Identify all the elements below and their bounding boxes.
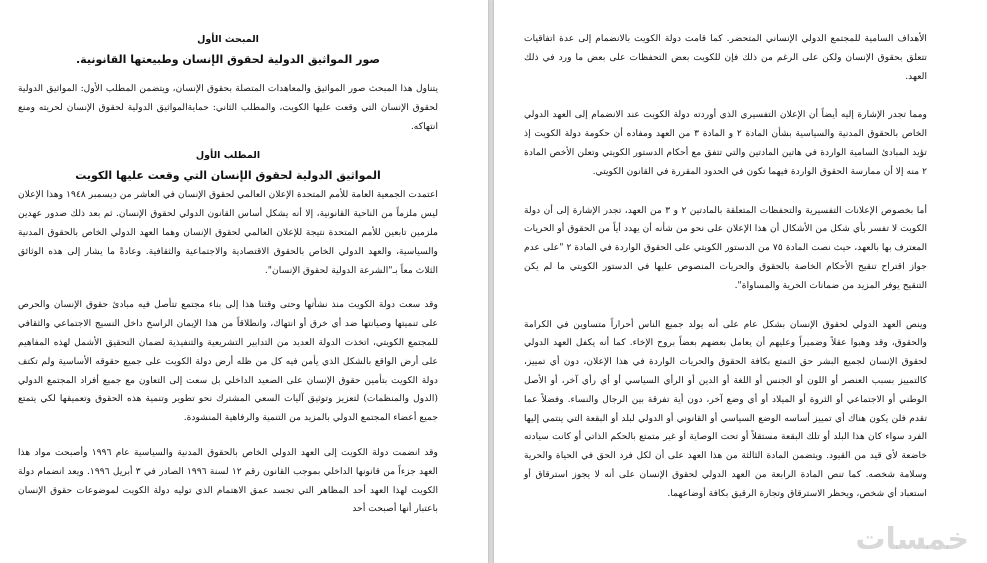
paragraph: وقد انضمت دولة الكويت إلى العهد الدولي الخاص بالحقوق المدنية والسياسية عام ١٩٩٦ وأصبحت مواد هذا العهد جزءاً من قانونها الداخلي بموجب القانون رقم ١٢ لسنة ١٩٩٦ الصادر في ٣ أبريل ١٩٩٦. ويعد انضمام دولة الكويت لهذا العهد أحد المظاهر التي تجسد عمق الاهتمام الذي توليه دولة الكويت لموضوعات حقوق الإنسان باعتبار أنها أصبحت أحد bbox=[18, 446, 438, 515]
subsection-subtitle: المواثيق الدولية لحقوق الإنسان التي وقعت عليها الكويت bbox=[75, 169, 381, 183]
paragraph: وقد سعت دولة الكويت منذ نشأتها وحتى وقتنا هذا إلى بناء مجتمع تتأصل فيه مبادئ حقوق الإنسان والحرص على تنميتها وصيانتها ضد أي خرق أو انتهاك، وانطلاقاً من هذا الإيمان الراسخ داخل النسيج الاجتماعي والثقافي للمجتمع الكويتي، اتخذت الدولة العديد من التدابير التشريعية والتنفيذية لضمان التحقيق الأشمل لهذه المفاهيم على أرض الواقع بالشكل الذي يأمن فيه كل من ظله أرض دولة الكويت على جميع حقوقه الأساسية ولم تكتف دولة الكويت بتأمين حقوق الإنسان على الصعيد الداخلي بل سعت إلى التعاون مع جميع أفراد المجتمع الدولي (الدول والمنظمات) لتعزيز وتوثيق آليات السعي المشترك نحو تطوير وتنمية هذه الحقوق وتعميقها لكي يتمتع جميع أعضاء المجتمع الدولي بالمزيد من التنمية والرفاهية المنشودة. bbox=[18, 299, 438, 424]
watermark-logo: خمسات bbox=[855, 522, 969, 557]
section-intro: يتناول هذا المبحث صور المواثيق والمعاهدات المتصلة بحقوق الإنسان، ويتضمن المطلب الأول: المواثيق الدولية لحقوق الإنسان التي وقعت عليها الكويت، والمطلب الثاني: حمايةالمواثيق الدولية لحقوق الإنسان لحريته ومنع انتهاكه. bbox=[18, 83, 438, 132]
paragraph: ومما تجدر الإشارة إليه أيضاً أن الإعلان التفسيري الذي أوردته دولة الكويت عند الانضمام إلى العهد الدولي الخاص بالحقوق المدنية والسياسية بشأن المادة ٢ و المادة ٣ من العهد ومفاده أن حكومة دولة الكويت إذ تؤيد المبادئ السامية الواردة في هاتين المادتين والتي تتفق مع أحكام الدستور الكويتي وتعلن الأخص المادة ٢ منه إلا أن ممارسة الحقوق الواردة فيهما تكون في الحدود المقررة في القانون الكويتي. bbox=[524, 109, 928, 177]
document-page-right bbox=[494, 0, 987, 563]
section-subtitle: صور المواثيق الدولية لحقوق الإنسان وطبيعتها القانونية. bbox=[76, 53, 380, 66]
paragraph: أما بخصوص الإعلانات التفسيرية والتحفظات المتعلقة بالمادتين ٢ و ٣ من العهد، تجدر الإشارة إلى أن دولة الكويت لا تفسر بأي شكل من الأشكال أن هذا الإعلان على نحو من شأنه أن يهدد أياً من الحقوق أو الحريات المعترف بها بالعهد، حيث نصت المادة ٧٥ من الدستور الكويتي على الحقوق الواردة في المادة ٢ "على عدم جواز اقتراح تنقيح الأحكام الخاصة بالحقوق والحريات المنصوص عليها في الدستور الكويتي ما لم يكن التنقيح يوفر المزيد من ضمانات الحرية والمساواة". bbox=[524, 204, 928, 291]
paragraph: اعتمدت الجمعية العامة للأمم المتحدة الإعلان العالمي لحقوق الإنسان في العاشر من ديسمبر ١٩٤٨ وهذا الإعلان ليس ملزماً من الناحية القانونية، إلا أنه يشكل أساس القانون الدولي لحقوق الإنسان. ثم بعد ذلك صدور عهدين ملزمين تابعين للأمم المتحدة نتيجة للإعلان العالمي لحقوق الإنسان وهما العهد الدولي الخاص بالحقوق المدنية والسياسية، والعهد الدولي الخاص بالحقوق الاقتصادية والاجتماعية والثقافية. وعادةً ما يشار إلى هذه الوثائق الثلاث معاً بـ"الشرعة الدولية لحقوق الإنسان". bbox=[18, 189, 438, 276]
subsection-title: المطلب الأول bbox=[195, 150, 261, 162]
section-title: المبحث الأول bbox=[197, 34, 259, 45]
paragraph: وينص العهد الدولي لحقوق الإنسان بشكل عام على أنه يولد جميع الناس أحراراً متساوين في الكرامة والحقوق، وقد وهبوا عقلاً وضميراً وعليهم أن يعامل بعضهم بعضاً بروح الإخاء. كما أنه يكفل العهد الدولي لحقوق الإنسان لجميع البشر حق التمتع بكافة الحقوق والحريات الواردة في هذا الإعلان، دون أي تمييز، كالتمييز بسبب العنصر أو اللون أو الجنس أو اللغة أو الدين أو الرأي السياسي أو أي رأي آخر، أو الأصل الوطني أو الاجتماعي أو الثروة أو الميلاد أو أي وضع آخر، دون أية تفرقة بين الرجال والنساء. وفضلاً عما تقدم فلن يكون هناك أي تمييز أساسه الوضع السياسي أو القانوني أو الدولي لبلد أو البقعة التي ينتمي إليها الفرد سواء كان هذا البلد أو تلك البقعة مستقلاً أو تحت الوصاية أو غير متمتع بالحكم الذاتي أو كانت سيادته خاضعة لأي قيد من القيود. ويتضمن المادة الثالثة من هذا العهد على أن لكل فرد الحق في الحياة والحرية وسلامة شخصه. كما تنص المادة الرابعة من العهد الدولي لحقوق الإنسان على أنه لا يجوز استرقاق أو استعباد أي شخص، ويحظر الاسترقاق وتجارة الرقيق بكافة أوضاعهما. bbox=[524, 318, 927, 499]
document-page-left bbox=[0, 0, 488, 563]
paragraph: الأهداف السامية للمجتمع الدولي الإنساني المتحضر. كما قامت دولة الكويت بالانضمام إلى عدة اتفاقيات تتعلق بحقوق الإنسان ولكن على الرغم من ذلك فإن للكويت بعض التحفظات على بعض ما ورد في ذلك العهد. bbox=[524, 33, 927, 82]
